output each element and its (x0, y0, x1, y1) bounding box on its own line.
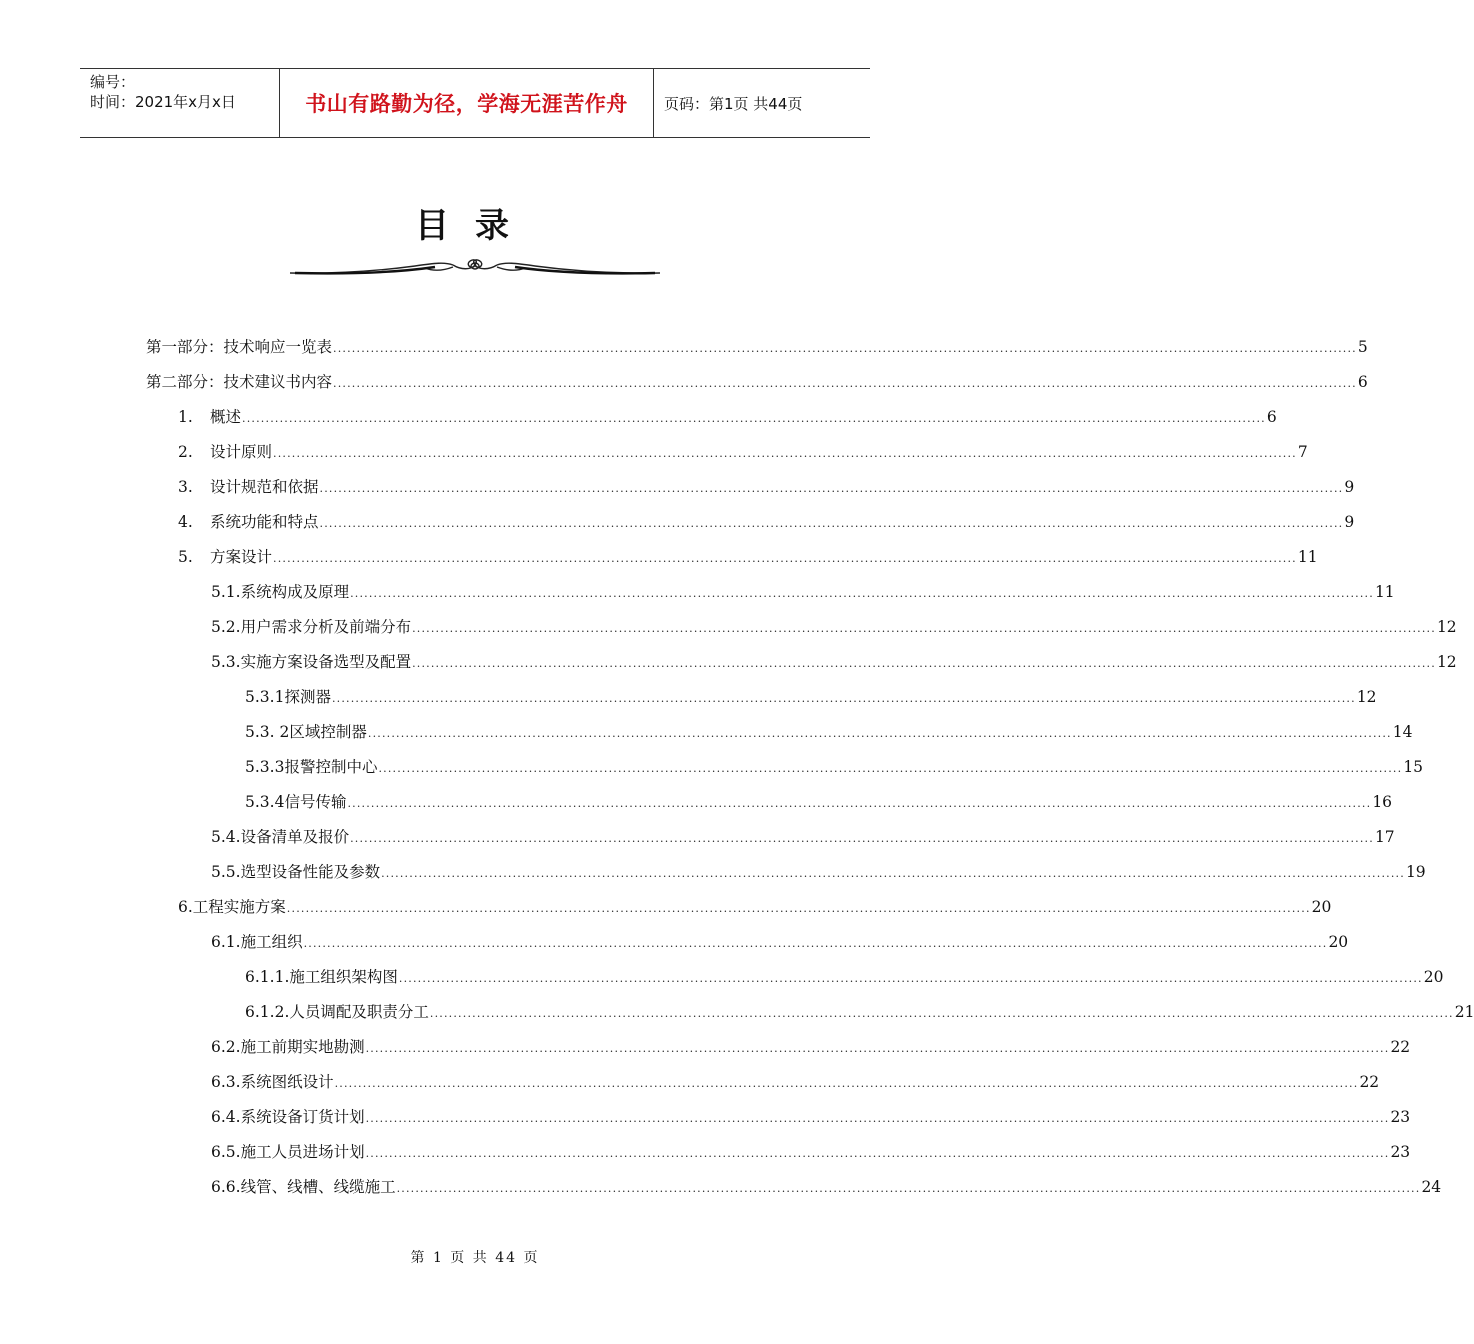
toc-entry[interactable] (245, 683, 1377, 707)
toc-entry-label: 第一部分：技术响应一览表 (146, 338, 333, 356)
toc-entry-number: 5. (178, 548, 193, 566)
toc-entry-label: 第二部分：技术建议书内容 (146, 373, 333, 391)
toc-entry-label: 5.1.系统构成及原理 (211, 583, 350, 601)
toc-leader-dots: .......................................................................................................................................................................................................................... (412, 622, 1436, 635)
toc-entry-number: 2. (178, 443, 193, 461)
toc-entry-page: 17 (1374, 828, 1395, 846)
header-motto: 书山有路勤为径，学海无涯苦作舟 (280, 69, 654, 137)
page-footer: 第 1 页 共 44 页 (410, 1250, 540, 1266)
header-meta (80, 69, 280, 137)
toc-entry[interactable] (211, 613, 1457, 637)
toc-entry-page: 22 (1390, 1038, 1411, 1056)
toc-entry-label: 6.5.施工人员进场计划 (211, 1143, 365, 1161)
toc-entry-page: 5 (1357, 338, 1368, 356)
toc-leader-dots: .......................................................................................................................................................................................................................... (350, 587, 1374, 600)
toc-entry-page: 9 (1344, 478, 1355, 496)
toc-entry-page: 20 (1423, 968, 1444, 986)
document-date: 时间：2021年x月x日 (90, 93, 236, 111)
toc-leader-dots: .......................................................................................................................................................................................................................... (429, 1007, 1454, 1020)
toc-entry-page: 6 (1357, 373, 1368, 391)
toc-entry-number: 4. (178, 513, 193, 531)
toc-entry-label: 概述 (210, 408, 242, 426)
toc-entry[interactable] (178, 893, 1332, 917)
toc-entry-label: 6.3.系统图纸设计 (211, 1073, 334, 1091)
toc-entry[interactable] (211, 858, 1426, 882)
toc-entry-page: 22 (1359, 1073, 1380, 1091)
toc-entry-number: 3. (178, 478, 193, 496)
toc-leader-dots: .......................................................................................................................................................................................................................... (365, 1147, 1390, 1160)
toc-entry[interactable] (178, 473, 1355, 497)
toc-leader-dots: .......................................................................................................................................................................................................................... (347, 797, 1372, 810)
header-page-info: 页码：第1页 共44页 (664, 94, 803, 113)
toc-entry-label: 设计原则 (210, 443, 273, 461)
toc-leader-dots: .......................................................................................................................................................................................................................... (273, 447, 1297, 460)
toc-entry-page: 19 (1405, 863, 1426, 881)
toc-leader-dots: .......................................................................................................................................................................................................................... (319, 517, 1344, 530)
toc-entry-page: 11 (1374, 583, 1395, 601)
toc-leader-dots: .......................................................................................................................................................................................................................... (412, 657, 1436, 670)
toc-entry[interactable] (211, 823, 1395, 847)
toc-entry-label: 6.1.施工组织 (211, 933, 303, 951)
toc-entry-label: 6.1.1.施工组织架构图 (245, 968, 398, 986)
toc-entry[interactable] (245, 718, 1413, 742)
toc-entry-label: 5.3. 2区域控制器 (245, 723, 367, 741)
toc-entry-page: 6 (1266, 408, 1277, 426)
toc-entry-page: 24 (1421, 1178, 1442, 1196)
toc-entry-label: 5.3.实施方案设备选型及配置 (211, 653, 412, 671)
toc-entry-page: 12 (1436, 618, 1457, 636)
toc-leader-dots: .......................................................................................................................................................................................................................... (273, 552, 1297, 565)
toc-leader-dots: .......................................................................................................................................................................................................................... (381, 867, 1405, 880)
page-title: 目录 (415, 206, 535, 246)
toc-entry[interactable] (178, 508, 1355, 532)
toc-entry[interactable] (211, 1068, 1380, 1092)
toc-entry[interactable] (178, 403, 1277, 427)
toc-entry-page: 20 (1328, 933, 1349, 951)
page-header (80, 68, 870, 138)
toc-leader-dots: .......................................................................................................................................................................................................................... (334, 1077, 1359, 1090)
toc-leader-dots: .......................................................................................................................................................................................................................... (365, 1112, 1390, 1125)
toc-entry-page: 21 (1454, 1003, 1474, 1021)
toc-entry-label: 6.2.施工前期实地勘测 (211, 1038, 365, 1056)
toc-leader-dots: .......................................................................................................................................................................................................................... (350, 832, 1374, 845)
toc-entry-page: 23 (1390, 1143, 1411, 1161)
toc-leader-dots: .......................................................................................................................................................................................................................... (319, 482, 1344, 495)
toc-entry[interactable] (146, 368, 1368, 392)
document-number-label: 编号： (90, 73, 136, 91)
toc-entry[interactable] (211, 648, 1457, 672)
toc-entry-label: 6.工程实施方案 (178, 898, 286, 916)
toc-leader-dots: .......................................................................................................................................................................................................................... (333, 377, 1357, 390)
toc-entry-label: 方案设计 (210, 548, 273, 566)
toc-entry[interactable] (211, 1173, 1442, 1197)
toc-leader-dots: .......................................................................................................................................................................................................................... (286, 902, 1311, 915)
toc-leader-dots: .......................................................................................................................................................................................................................... (303, 937, 1328, 950)
toc-entry[interactable] (146, 333, 1368, 357)
toc-entry[interactable] (178, 543, 1318, 567)
toc-entry-label: 6.1.2.人员调配及职责分工 (245, 1003, 429, 1021)
toc-entry-page: 16 (1372, 793, 1393, 811)
toc-entry[interactable] (211, 1103, 1411, 1127)
toc-entry[interactable] (211, 1138, 1411, 1162)
toc-entry-page: 15 (1403, 758, 1424, 776)
toc-entry[interactable] (245, 753, 1424, 777)
toc-entry-page: 9 (1344, 513, 1355, 531)
toc-entry-page: 11 (1297, 548, 1318, 566)
toc-leader-dots: .......................................................................................................................................................................................................................... (365, 1042, 1390, 1055)
toc-entry-page: 14 (1392, 723, 1413, 741)
toc-entry-label: 5.4.设备清单及报价 (211, 828, 350, 846)
toc-entry-label: 5.3.1探测器 (245, 688, 331, 706)
toc-entry-number: 1. (178, 408, 193, 426)
toc-entry-label: 6.6.线管、线槽、线缆施工 (211, 1178, 396, 1196)
toc-entry[interactable] (211, 1033, 1411, 1057)
toc-entry-page: 7 (1297, 443, 1308, 461)
toc-entry-label: 6.4.系统设备订货计划 (211, 1108, 365, 1126)
toc-entry-page: 12 (1436, 653, 1457, 671)
toc-leader-dots: .......................................................................................................................................................................................................................... (378, 762, 1403, 775)
toc-entry-page: 23 (1390, 1108, 1411, 1126)
toc-entry-label: 设计规范和依据 (210, 478, 319, 496)
toc-leader-dots: .......................................................................................................................................................................................................................... (331, 692, 1356, 705)
toc-entry-page: 20 (1311, 898, 1332, 916)
toc-entry-label: 5.3.3报警控制中心 (245, 758, 378, 776)
toc-entry-label: 5.3.4信号传输 (245, 793, 347, 811)
toc-leader-dots: .......................................................................................................................................................................................................................... (398, 972, 1423, 985)
toc-leader-dots: .......................................................................................................................................................................................................................... (367, 727, 1392, 740)
toc-entry[interactable] (245, 788, 1393, 812)
toc-entry-page: 12 (1356, 688, 1377, 706)
toc-entry[interactable] (178, 438, 1308, 462)
toc-entry[interactable] (245, 963, 1444, 987)
toc-entry-label: 系统功能和特点 (210, 513, 319, 531)
toc-entry-label: 5.2.用户需求分析及前端分布 (211, 618, 412, 636)
toc-entry-label: 5.5.选型设备性能及参数 (211, 863, 381, 881)
toc-leader-dots: .......................................................................................................................................................................................................................... (396, 1182, 1421, 1195)
toc-entry[interactable] (211, 928, 1349, 952)
toc-leader-dots: .......................................................................................................................................................................................................................... (333, 342, 1357, 355)
title-ornament-divider (285, 256, 665, 280)
toc-entry[interactable] (211, 578, 1395, 602)
toc-leader-dots: .......................................................................................................................................................................................................................... (242, 412, 1266, 425)
toc-entry[interactable] (245, 998, 1474, 1022)
